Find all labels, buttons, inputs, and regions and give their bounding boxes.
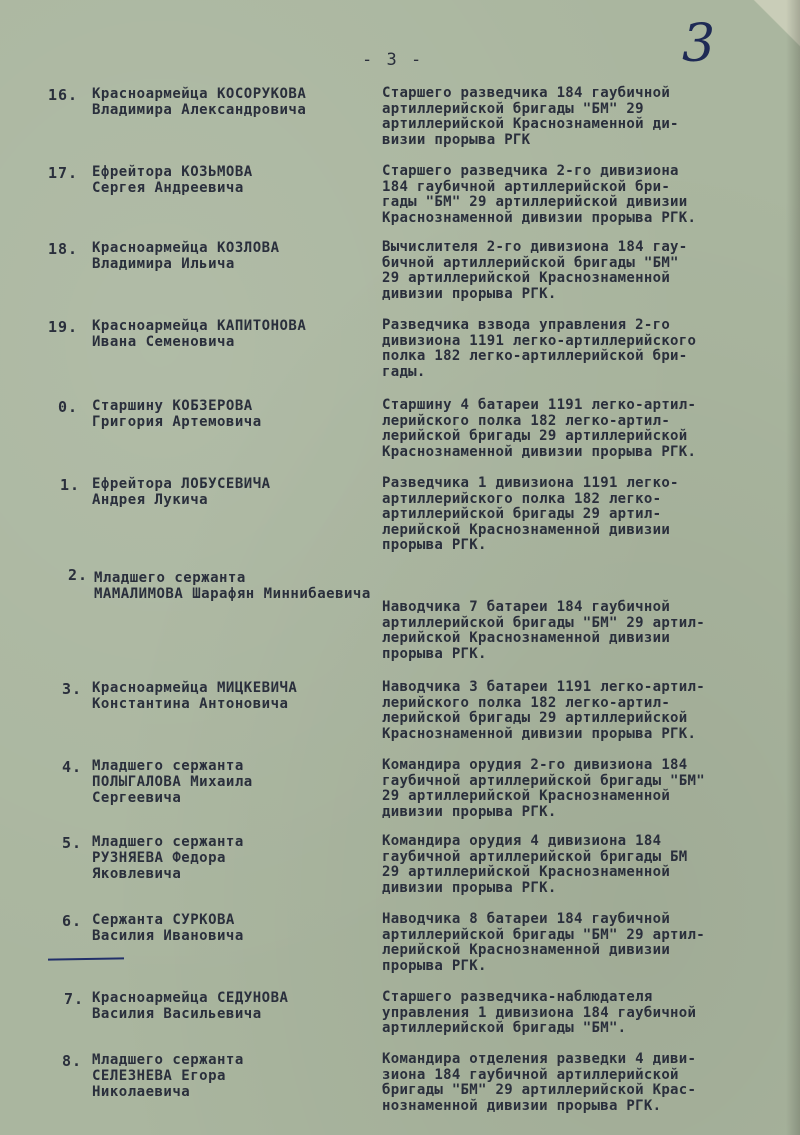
person-name: Красноармейца МИЦКЕВИЧА Константина Антоновича [92, 680, 298, 712]
page-edge-shadow [786, 0, 800, 1135]
person-name: Младшего сержанта СЕЛЕЗНЕВА Егора Николаевича [92, 1052, 244, 1100]
person-position: Командира отделения разведки 4 диви- зиона 184 гаубичной артиллерийской бригады "БМ" 29 артиллерийской Крас- нознаменной дивизии прорыва РГК. [382, 1051, 697, 1114]
person-position: Командира орудия 4 дивизиона 184 гаубичной артиллерийской бригады БМ 29 артиллерийской Краснознаменной дивизии прорыва РГК. [382, 833, 688, 896]
person-name: Ефрейтора КОЗЬМОВА Сергея Андреевича [92, 164, 253, 196]
person-position: Старшего разведчика-наблюдателя управления 1 дивизиона 184 гаубичной артиллерийской бригады "БМ". [382, 989, 697, 1036]
person-position: Разведчика взвода управления 2-го дивизиона 1191 легко-артиллерийского полка 182 легко-артиллерийской бри- гады. [382, 317, 697, 380]
entry-number: 16. [48, 86, 79, 104]
person-name: Младшего сержанта РУЗНЯЕВА Федора Яковлевича [92, 834, 244, 882]
handwritten-page-number: 3 [682, 14, 716, 74]
entry-number: 18. [48, 240, 79, 258]
person-position: Старшину 4 батареи 1191 легко-артил- лерийского полка 182 легко-артил- лерийской бригады 29 артиллерийской Краснознаменной дивизии прорыва РГК. [382, 397, 697, 460]
person-name: Красноармейца КОЗЛОВА Владимира Ильича [92, 240, 280, 272]
entry-number: 0. [58, 398, 79, 416]
person-position: Вычислителя 2-го дивизиона 184 гау- бичной артиллерийской бригады "БМ" 29 артиллерийской Краснознаменной дивизии прорыва РГК. [382, 239, 688, 302]
entry-number: 5. [62, 834, 83, 852]
person-position: Разведчика 1 дивизиона 1191 легко- артиллерийского полка 182 легко- артиллерийской бригады 29 артил- лерийской Краснознаменной дивизии прорыва РГК. [382, 475, 679, 553]
person-position: Командира орудия 2-го дивизиона 184 гаубичной артиллерийской бригады "БМ" 29 артиллерийской Краснознаменной дивизии прорыва РГК. [382, 757, 705, 820]
person-name: Младшего сержанта МАМАЛИМОВА Шарафян Миннибаевича [94, 570, 371, 602]
person-position: Наводчика 3 батареи 1191 легко-артил- лерийского полка 182 легко-артил- лерийской бригады 29 артиллерийской Краснознаменной дивизии прорыва РГК. [382, 679, 705, 742]
person-name: Красноармейца КАПИТОНОВА Ивана Семеновича [92, 318, 307, 350]
entry-number: 2. [68, 566, 89, 584]
person-name: Старшину КОБЗЕРОВА Григория Артемовича [92, 398, 262, 430]
entry-number: 8. [62, 1052, 83, 1070]
person-name: Красноармейца КОСОРУКОВА Владимира Александровича [92, 86, 307, 118]
entry-number: 4. [62, 758, 83, 776]
person-name: Красноармейца СЕДУНОВА Василия Васильевича [92, 990, 289, 1022]
person-name: Ефрейтора ЛОБУСЕВИЧА Андрея Лукича [92, 476, 271, 508]
entry-number: 7. [64, 990, 85, 1008]
ink-underline [48, 957, 124, 960]
person-position: Старшего разведчика 184 гаубичной артиллерийской бригады "БМ" 29 артиллерийской Краснознаменной ди- визии прорыва РГК [382, 85, 679, 148]
person-name: Сержанта СУРКОВА Василия Ивановича [92, 912, 244, 944]
page-number: - 3 - [362, 50, 424, 70]
entry-number: 1. [60, 476, 81, 494]
person-position: Наводчика 8 батареи 184 гаубичной артиллерийской бригады "БМ" 29 артил- лерийской Краснознаменной дивизии прорыва РГК. [382, 911, 705, 974]
entry-number: 3. [62, 680, 83, 698]
person-position: Старшего разведчика 2-го дивизиона 184 гаубичной артиллерийской бри- гады "БМ" 29 артиллерийской дивизии Краснознаменной дивизии прорыва РГК. [382, 163, 697, 226]
entry-number: 19. [48, 318, 79, 336]
entry-number: 17. [48, 164, 79, 182]
person-name: Младшего сержанта ПОЛЫГАЛОВА Михаила Сергеевича [92, 758, 253, 806]
entry-number: 6. [62, 912, 83, 930]
person-position: Наводчика 7 батареи 184 гаубичной артиллерийской бригады "БМ" 29 артил- лерийской Краснознаменной дивизии прорыва РГК. [382, 599, 705, 662]
